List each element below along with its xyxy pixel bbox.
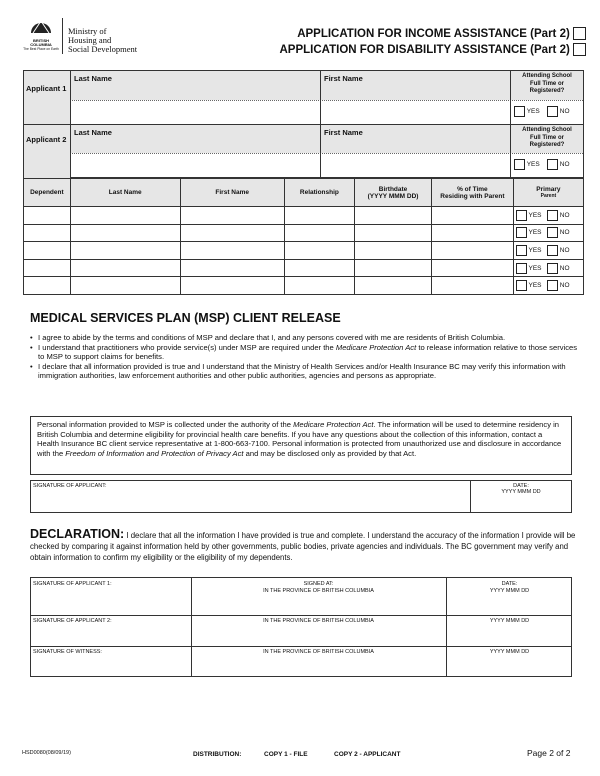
dep-firstname-cell[interactable] (180, 277, 284, 295)
dep-lastname-cell[interactable] (70, 277, 180, 295)
dep-firstname-header: First Name (180, 179, 284, 207)
title-disability: APPLICATION FOR DISABILITY ASSISTANCE (Part 2) (279, 44, 570, 56)
yes-label: YES (528, 264, 542, 272)
dep-firstname-cell[interactable] (180, 224, 284, 242)
province-2: IN THE PROVINCE OF BRITISH COLUMBIA (263, 618, 374, 624)
form-titles (280, 26, 587, 58)
table-row (24, 207, 584, 225)
a1-firstname-label: First Name (324, 74, 363, 83)
dep-birthdate-header: Birthdate (YYYY MMM DD) (355, 179, 432, 207)
dep-relationship-cell[interactable] (284, 242, 354, 260)
msp-date-format: YYYY MMM DD (501, 489, 541, 495)
msp-sig-label: SIGNATURE OF APPLICANT: (33, 483, 107, 489)
dep-pct-cell[interactable] (432, 259, 514, 277)
copy1-label: COPY 1 - FILE (264, 751, 308, 758)
dep-number[interactable] (24, 224, 71, 242)
yes-label: YES (528, 229, 542, 237)
form-code: HSD0080(08/09/19) (22, 750, 71, 756)
dep-primary-cell (513, 259, 583, 277)
dep-primary-no-checkbox[interactable] (547, 245, 558, 256)
decl-date-label: DATE: (501, 581, 518, 587)
dep-pct-cell[interactable] (432, 277, 514, 295)
a1-school-no-checkbox[interactable] (547, 106, 558, 117)
witness-signature-field[interactable] (34, 657, 184, 675)
dep-primary-cell (513, 207, 583, 225)
bc-logo (22, 18, 60, 56)
dep-primary-no-checkbox[interactable] (547, 280, 558, 291)
table-row (24, 224, 584, 242)
dep-primary-yes-checkbox[interactable] (516, 263, 527, 274)
dep-number[interactable] (24, 277, 71, 295)
dep-birthdate-cell[interactable] (355, 277, 432, 295)
a1-school-yesno: YES NO (514, 106, 570, 117)
decl-date-format-1: YYYY MMM DD (489, 588, 530, 594)
distribution-label: DISTRIBUTION: (193, 751, 242, 758)
dep-pct-cell[interactable] (432, 242, 514, 260)
logo-text: BRITISH COLUMBIA (30, 38, 52, 47)
dep-birthdate-cell[interactable] (355, 224, 432, 242)
msp-bullet-2: I understand that practitioners who provide service(s) under MSP are required under the Medicare Protection Act to release information relative to those services to MSP to support claims for benefits. (38, 342, 578, 362)
msp-date-label: DATE: (513, 483, 529, 489)
signed-at-label: SIGNED AT: (303, 581, 334, 587)
applicant1-label: Applicant 1 (26, 84, 67, 93)
msp-bullet-3: I declare that all information provided is true and I understand that the Ministry of Health Services and/or Health Insurance BC may verify this information with immigration authorities, law enforcement authorities and other public authorities, agencies and persons as appropriate. (38, 361, 566, 381)
income-checkbox[interactable] (573, 27, 586, 40)
declaration-signatures (30, 577, 572, 677)
table-row (24, 277, 584, 295)
dep-firstname-cell[interactable] (180, 207, 284, 225)
page-number: Page 2 of 2 (527, 748, 571, 758)
dep-number[interactable] (24, 259, 71, 277)
no-label: NO (559, 212, 570, 220)
msp-bullet-1: I agree to abide by the terms and conditions of MSP and declare that I, and any persons covered with me are residents of British Columbia. (38, 333, 506, 342)
yes-label: YES (528, 247, 542, 255)
sig-applicant2-label: SIGNATURE OF APPLICANT 2: (33, 618, 112, 624)
dep-lastname-cell[interactable] (70, 242, 180, 260)
applicant-section (23, 70, 584, 178)
dep-primary-cell (513, 277, 583, 295)
dep-primary-yes-checkbox[interactable] (516, 280, 527, 291)
province-3: IN THE PROVINCE OF BRITISH COLUMBIA (263, 649, 374, 655)
table-row (24, 259, 584, 277)
yes-label: YES (528, 212, 542, 220)
no-label: NO (559, 264, 570, 272)
dep-relationship-cell[interactable] (284, 207, 354, 225)
province-1: IN THE PROVINCE OF BRITISH COLUMBIA (263, 588, 374, 594)
a2-school-no-checkbox[interactable] (547, 159, 558, 170)
msp-signature-box (30, 480, 572, 513)
applicant2-signature-field[interactable] (34, 626, 184, 643)
no-label: NO (559, 282, 570, 290)
no-label: NO (559, 247, 570, 255)
dep-primary-yes-checkbox[interactable] (516, 227, 527, 238)
dep-primary-no-checkbox[interactable] (547, 210, 558, 221)
dep-birthdate-cell[interactable] (355, 259, 432, 277)
dep-pct-cell[interactable] (432, 224, 514, 242)
dep-number[interactable] (24, 242, 71, 260)
dep-primary-cell (513, 224, 583, 242)
msp-bullets: • I agree to abide by the terms and conditions of MSP and declare that I, and any persons covered with me are residents of British Columbia. • I understand that practitioners who provide service(s) under MSP are required under the Medicare Protection Act to release information relative to those services to MSP to support claims for benefits. • I declare that all information provided is true and I understand that the Ministry of Health Services and/or Health Insurance BC may verify this information with immigration authorities, law enforcement authorities and other public authorities, agencies and persons as appropriate. (30, 333, 580, 381)
dep-birthdate-cell[interactable] (355, 242, 432, 260)
applicant2-label: Applicant 2 (26, 135, 67, 144)
declaration-title: DECLARATION: (30, 527, 125, 541)
a2-school-label: Attending School Full Time or Registered? (522, 127, 572, 148)
dep-firstname-cell[interactable] (180, 242, 284, 260)
dep-primary-yes-checkbox[interactable] (516, 210, 527, 221)
a1-school-yes-checkbox[interactable] (514, 106, 525, 117)
yes-label: YES (528, 282, 542, 290)
applicant1-signature-field[interactable] (34, 592, 184, 612)
declaration-text: DECLARATION: I declare that all the information I have provided is true and complete. I understand the accuracy of the information I provide will be checked by comparing it against information held by other governments, public bodies, private agencies and individuals. The BC government may verify and obtain information to confirm my eligibility or the eligibility of my dependents. (30, 527, 576, 563)
logo-tagline: The Best Place on Earth (23, 47, 59, 51)
dep-birthdate-cell[interactable] (355, 207, 432, 225)
sun-icon (30, 18, 52, 34)
dep-number[interactable] (24, 207, 71, 225)
dep-relationship-cell[interactable] (284, 259, 354, 277)
a2-school-yes-checkbox[interactable] (514, 159, 525, 170)
dep-lastname-cell[interactable] (70, 207, 180, 225)
title-income: APPLICATION FOR INCOME ASSISTANCE (Part 2) (297, 28, 570, 40)
decl-date-format-2: YYYY MMM DD (489, 618, 530, 624)
dep-primary-cell (513, 242, 583, 260)
msp-privacy-notice: Personal information provided to MSP is collected under the authority of the Medicare Protection Act. The information will be used to determine residency in British Columbia and determine eligibility for provincial health care benefits. If you have any questions about the collection of this information, contact a Health Insurance BC client service representative at 1-800-663-7100. Personal information is protected from unauthorized use and disclosure in accordance with the Freedom of Information and Protection of Privacy Act and may be disclosed only as provided by that Act. (30, 416, 572, 475)
dep-primary-yes-checkbox[interactable] (516, 245, 527, 256)
dep-header: Dependent (24, 179, 71, 207)
msp-signature-field[interactable] (34, 490, 464, 510)
dep-pct-header: % of Time Residing with Parent (432, 179, 514, 207)
dep-primary-no-checkbox[interactable] (547, 227, 558, 238)
dep-lastname-cell[interactable] (70, 259, 180, 277)
dep-relationship-cell[interactable] (284, 224, 354, 242)
dependents-table (23, 178, 584, 295)
dep-firstname-cell[interactable] (180, 259, 284, 277)
msp-date-field[interactable] (473, 496, 569, 511)
dep-primary-header: Primary Parent (513, 179, 583, 207)
disability-checkbox[interactable] (573, 43, 586, 56)
dep-lastname-header: Last Name (70, 179, 180, 207)
dep-relationship-cell[interactable] (284, 277, 354, 295)
a2-school-yesno: YES NO (514, 159, 570, 170)
copy2-label: COPY 2 - APPLICANT (334, 751, 401, 758)
dep-relationship-header: Relationship (284, 179, 354, 207)
dep-lastname-cell[interactable] (70, 224, 180, 242)
sig-applicant1-label: SIGNATURE OF APPLICANT 1: (33, 581, 112, 587)
decl-date-format-3: YYYY MMM DD (489, 649, 530, 655)
ministry-name (68, 27, 137, 54)
ministry-line1: Ministry of (68, 26, 107, 36)
dep-pct-cell[interactable] (432, 207, 514, 225)
a2-firstname-label: First Name (324, 128, 363, 137)
ministry-line2: Housing and (68, 35, 112, 45)
a1-school-label: Attending School Full Time or Registered? (522, 73, 572, 94)
table-row (24, 242, 584, 260)
no-label: NO (559, 229, 570, 237)
msp-title: MEDICAL SERVICES PLAN (MSP) CLIENT RELEASE (30, 311, 341, 325)
dep-primary-no-checkbox[interactable] (547, 263, 558, 274)
sig-witness-label: SIGNATURE OF WITNESS: (33, 649, 102, 655)
a1-lastname-label: Last Name (74, 74, 112, 83)
ministry-line3: Social Development (68, 44, 138, 54)
a2-lastname-label: Last Name (74, 128, 112, 137)
